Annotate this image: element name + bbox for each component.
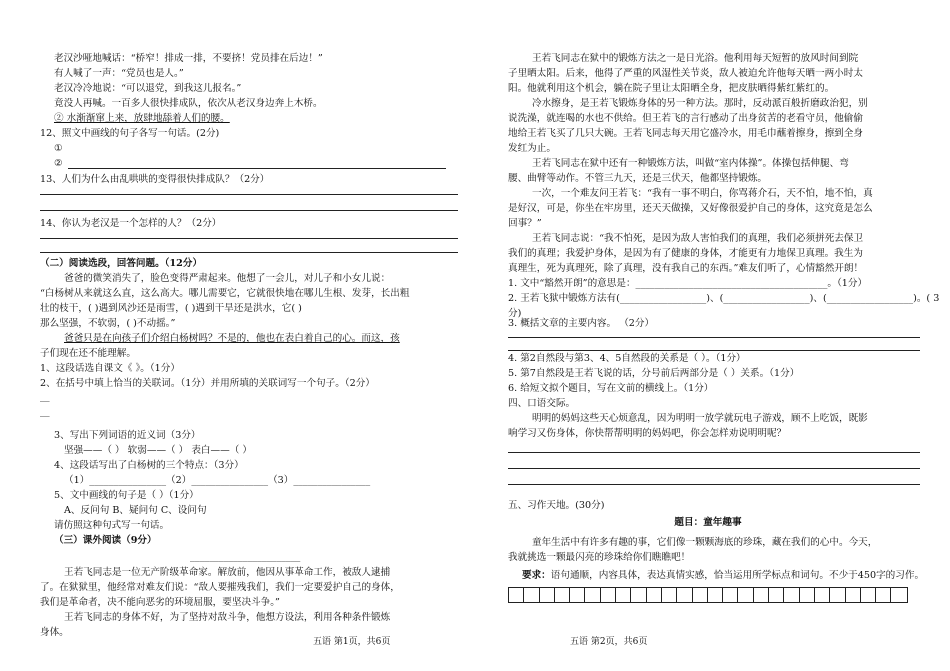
imitation-prompt: 请仿照这种句式写一句话。 [54, 520, 170, 531]
passage-line: 说洗澡，就连喝的水也不供给。但王若飞的言行感动了出身贫苦的老看守员，他偷偷 [508, 113, 863, 124]
grid-cell[interactable] [585, 588, 600, 602]
grid-cell[interactable] [876, 588, 891, 602]
passage-line: 地给王若飞买了几只大碗。王若飞同志每天用它盛冷水，用毛巾蘸着擦身，擦到全身 [508, 128, 863, 139]
answer-line[interactable] [508, 350, 920, 351]
passage-line: 是好汉，可是，你坐在牢房里，还天天做操，又好像很爱护自己的身体，这究竟是怎么 [508, 203, 873, 214]
passage-line: 冷水擦身，是王若飞锻炼身体的另一种方法。那时，反动派百般折磨政治犯，别 [532, 98, 868, 109]
section-4-heading: 四、口语交际。 [508, 398, 576, 409]
passage-line: 阳。他就利用这个机会，躺在院子里让太阳晒全身，把皮肤晒得紫红紫红的。 [508, 83, 835, 94]
passage-line: 老汉冷冷地说：“可以退党，到我这儿报名。” [54, 83, 242, 94]
question-2: 2、在括号中填上恰当的关联词。（1分）并用所填的关联词写一个句子。（2分） [40, 378, 375, 389]
answer-label: ① [54, 143, 63, 154]
passage-line: 老汉沙哑地喊话：“桥窄！排成一排，不要挤！党员排在后边！” [54, 53, 323, 64]
answer-line[interactable] [508, 484, 920, 485]
passage-line: 王若飞同志说：“我不怕死，是因为敌人害怕我们的真理，我们必须拼死去保卫 [532, 233, 864, 244]
answer-line[interactable] [68, 168, 446, 169]
composition-intro-line: 童年生活中有许多有趣的事，它们像一颗颗海底的珍珠，藏在我们的心中。今天， [532, 537, 878, 548]
extra-reading-line: 了。在狱狱里，他经常对难友们说：“敌人要摧残我们，我们一定要爱护自己的身体， [40, 582, 400, 593]
reading-underlined-line: 爸爸只是在向孩子们介绍白杨树吗？不是的，他也在表白着自己的心。而这，孩 [64, 333, 400, 344]
question-2: 2. 王若飞狱中锻炼方法有(__________________)、(__________________)、(__________________)。( 3 [508, 293, 940, 304]
grid-cell[interactable] [677, 588, 692, 602]
oral-prompt-line: 响学习又伤身体，你快帮帮明明的妈妈吧，你会怎样劝说明明呢？ [508, 428, 787, 439]
grid-cell[interactable] [784, 588, 799, 602]
question-12: 12、照文中画线的句子各写一句话。(2分) [40, 128, 220, 139]
grid-cell[interactable] [861, 588, 876, 602]
oral-prompt-line: 明明的妈妈这些天心烦意乱，因为明明一放学就玩电子游戏，顾不上吃饭，既影 [532, 413, 868, 424]
grid-cell[interactable] [738, 588, 753, 602]
answer-blank[interactable]: ＿ [40, 408, 50, 419]
answer-line[interactable] [40, 210, 458, 211]
composition-intro-line: 我就挑选一颗最闪亮的珍珠给你们瞧瞧吧！ [508, 552, 691, 563]
writing-grid[interactable] [508, 587, 908, 603]
passage-line: 王若飞同志在狱中还有一种锻炼方法，叫做“室内体操”。体操包括伸腿、弯 [532, 158, 849, 169]
question-3: 3. 概括文章的主要内容。 （2分） [508, 318, 655, 329]
reading-line: 爸爸的微笑消失了，脸色变得严肃起来。他想了一会儿，对儿子和小女儿说： [64, 273, 391, 284]
question-6: 6. 给短文拟个题目，写在文前的横线上。（1分） [508, 383, 714, 394]
grid-cell[interactable] [708, 588, 723, 602]
passage-line: 我们的真理；我爱护身体，是因为有了健康的身体，才能更有力地保卫真理。我生为 [508, 248, 863, 259]
composition-title: 题目：童年趣事 [674, 517, 742, 528]
question-14: 14、你认为老汉是一个怎样的人？（2分） [40, 218, 222, 229]
question-5: 5、文中画线的句子是（ ）（1分） [54, 490, 199, 501]
question-5: 5. 第7自然段是王若飞说的话，分号前后两部分是（ ）关系。（1分） [508, 368, 800, 379]
question-2-cont: 分) [508, 308, 522, 319]
grid-cell[interactable] [815, 588, 830, 602]
passage-line: 一次，一个难友问王若飞：“我有一事不明白，你骂蒋介石，天不怕，地不怕，真 [532, 188, 873, 199]
grid-cell[interactable] [570, 588, 585, 602]
passage-line: 王若飞同志在狱中的锻炼方法之一是日光浴。他利用每天短暂的放风时间到院 [532, 53, 859, 64]
synonym-blanks[interactable]: 坚强——（ ） 软弱——（ ） 表白——（ ） [64, 445, 252, 456]
grid-cell[interactable] [693, 588, 708, 602]
answer-line[interactable] [40, 238, 458, 239]
grid-cell[interactable] [769, 588, 784, 602]
answer-line[interactable] [40, 194, 458, 195]
reading-line: 子们现在还不能理解。 [40, 348, 136, 359]
reading-line: 壮的枝干，( )遇到风沙还是雨雪，( )遇到干旱还是洪水，它( ) [40, 303, 302, 314]
answer-line[interactable] [508, 468, 920, 469]
passage-line: 子里晒太阳。后来，他得了严重的风湿性关节炎，敌人被迫允许他每天晒一两小时太 [508, 68, 863, 79]
page-footer: 五语 第1页，共6页 [313, 637, 391, 647]
section-3-heading: （三）课外阅读（9分） [54, 535, 157, 546]
requirement-label: 要求： [522, 570, 551, 581]
right-page [508, 0, 940, 671]
passage-line: 竟没人再喊。一百多人很快排成队，依次从老汉身边奔上木桥。 [54, 98, 323, 109]
grid-cell[interactable] [846, 588, 861, 602]
answer-line[interactable] [508, 337, 920, 338]
grid-cell[interactable] [800, 588, 815, 602]
grid-cell[interactable] [524, 588, 539, 602]
reading-line: “白杨树从来就这么直，这么高大。哪儿需要它，它就很快地在哪儿生根、发芽，长出粗 [40, 288, 410, 299]
passage-line: 回事？” [508, 218, 542, 229]
answer-label: ② [54, 158, 63, 169]
grid-cell[interactable] [662, 588, 677, 602]
passage-line: 真理生，死为真理死，除了真理，没有我自己的东西。”难友们听了，心情豁然开朗！ [508, 263, 864, 274]
extra-reading-line: 王若飞同志的身体不好，为了坚持对敌斗争，他想方设法，利用各种条件锻炼 [64, 612, 391, 623]
reading-line: 那么坚强，不软弱，( )不动摇。” [40, 318, 176, 329]
question-4: 4. 第2自然段与第3、4、5自然段的关系是（ ）。（1分） [508, 353, 746, 364]
grid-cell[interactable] [555, 588, 570, 602]
passage-line: 发红为止。 [508, 143, 556, 154]
grid-cell[interactable] [631, 588, 646, 602]
grid-cell[interactable] [647, 588, 662, 602]
title-blank[interactable]: _______________________ [190, 551, 301, 562]
requirement-text: 语句通顺，内容具体，表达真情实感，恰当运用所学标点和词句。不少于450字的习作。 [550, 570, 925, 581]
question-3: 3、写出下列词语的近义词（3分） [54, 430, 201, 441]
grid-cell[interactable] [754, 588, 769, 602]
answer-options[interactable]: A、反问句 B、疑问句 C、设问句 [64, 505, 207, 516]
question-4: 4、这段话写出了白杨树的三个特点：（3分） [54, 460, 244, 471]
passage-line: 有人喊了一声：“党员也是人。” [54, 68, 184, 79]
extra-reading-line: 我们是革命者，决不能向恶劣的环境屈服，要坚决斗争。” [40, 597, 280, 608]
extra-reading-line: 身体。 [40, 627, 69, 638]
feature-blanks[interactable]: （1）________________（2）________________（3）________________ [64, 475, 371, 486]
passage-line: 腰、曲臂等动作。不管三九天，还是三伏天，他都坚持锻炼。 [508, 173, 768, 184]
composition-requirement [508, 570, 924, 582]
answer-line[interactable] [40, 252, 458, 253]
question-1: 1. 文中“豁然开朗”的意思是：________________________________________。（1分） [508, 278, 868, 289]
section-2-heading: （二）阅读选段，回答问题。（12分） [40, 258, 203, 269]
left-page [40, 0, 460, 671]
grid-cell[interactable] [509, 588, 524, 602]
passage-underlined-line: ② 水渐渐窜上来，放肆地舔着人们的腰。 [54, 113, 230, 124]
answer-line[interactable] [508, 452, 920, 453]
extra-reading-line: 王若飞同志是一位无产阶级革命家。解放前，他因从事革命工作，被敌人逮捕 [64, 567, 391, 578]
grid-cell[interactable] [830, 588, 845, 602]
section-5-heading: 五、习作天地。(30分) [508, 500, 605, 511]
grid-cell[interactable] [601, 588, 616, 602]
page-footer: 五语 第2页，共6页 [570, 637, 648, 647]
question-1: 1、这段话选自课文《 》。（1分） [40, 363, 180, 374]
grid-cell[interactable] [891, 588, 906, 602]
question-13: 13、人们为什么由乱哄哄的变得很快排成队？（2分） [40, 174, 270, 185]
grid-cell[interactable] [723, 588, 738, 602]
grid-cell[interactable] [540, 588, 555, 602]
grid-cell[interactable] [616, 588, 631, 602]
answer-blank[interactable]: ＿ [40, 393, 50, 404]
